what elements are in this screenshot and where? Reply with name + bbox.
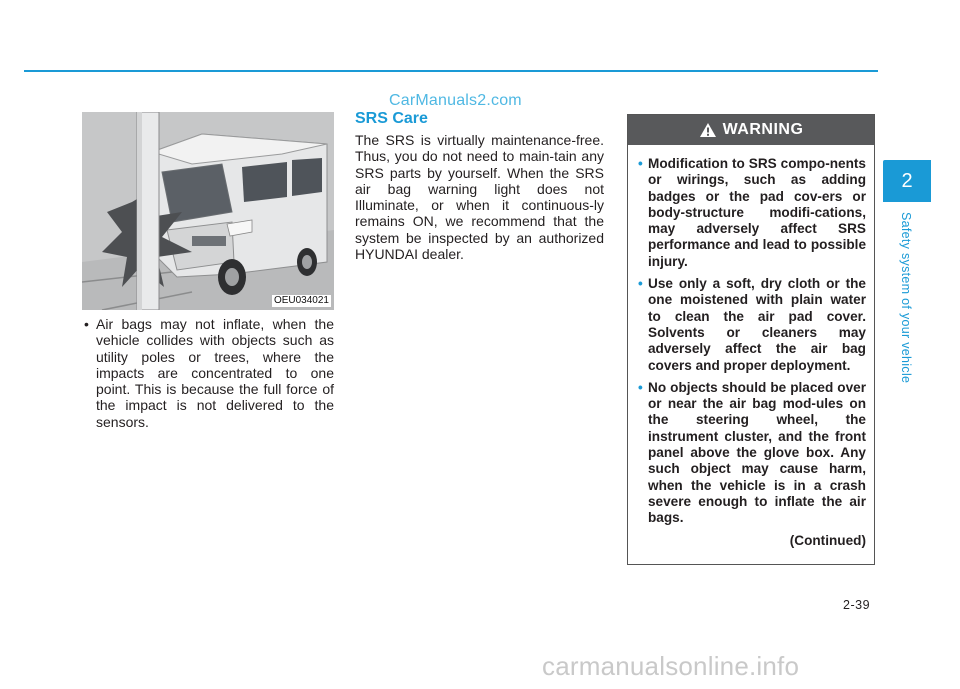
- van-crash-illustration: [82, 112, 334, 310]
- left-bullet-list: [82, 316, 334, 430]
- chapter-title-vertical: [895, 212, 919, 402]
- warning-header: [628, 115, 874, 145]
- continued-label: (Continued): [789, 532, 866, 548]
- page-number: 2-39: [843, 598, 871, 612]
- warning-box: [627, 114, 875, 565]
- illustration-van-pole-crash: [82, 112, 334, 310]
- list-item: • Air bags may not inflate, when the vehicle collides with objects such as utility poles or trees, where the impacts are concentrated to one point. This is because the full force of the impact is not delivered to the sensors.: [82, 316, 334, 430]
- srs-care-paragraph: The SRS is virtually maintenance-free. Thus, you do not need to main-tain any SRS parts by yourself. When the SRS air bag warning light does not Illuminate, or when it continuous-ly remains ON, we recommend that the system be inspected by an authorized HYUNDAI dealer.: [355, 132, 604, 263]
- warning-title: WARNING: [722, 121, 804, 138]
- list-item: • Use only a soft, dry cloth or the one moistened with plain water to clean the air pad cover. Solvents or cleaners may adversely affect the air bag covers and proper deployment.: [638, 276, 866, 374]
- warning-triangle-icon: [699, 122, 717, 138]
- warning-list: [628, 145, 874, 527]
- list-item: • No objects should be placed over or near the air bag mod-ules on the steering wheel, the instrument cluster, and the front panel above the glove box. Any such object may cause harm, when the vehicle is in a crash severe enough to inflate the air bags.: [638, 380, 866, 527]
- figure-code: OEU034021: [273, 295, 329, 306]
- chapter-title-text: Safety system of your vehicle: [899, 212, 913, 384]
- chapter-number-tab: 2: [883, 160, 931, 202]
- section-title-srs-care: SRS Care: [355, 110, 428, 127]
- footer-watermark-link[interactable]: carmanualsonline.info: [542, 651, 800, 681]
- list-item: • Modification to SRS compo-nents or wirings, such as adding badges or the pad cov-ers or body-structure modifi-cations, may adversely affect SRS performance and lead to possible injury.: [638, 156, 866, 270]
- top-rule: [24, 70, 878, 72]
- watermark-link[interactable]: CarManuals2.com: [389, 92, 522, 109]
